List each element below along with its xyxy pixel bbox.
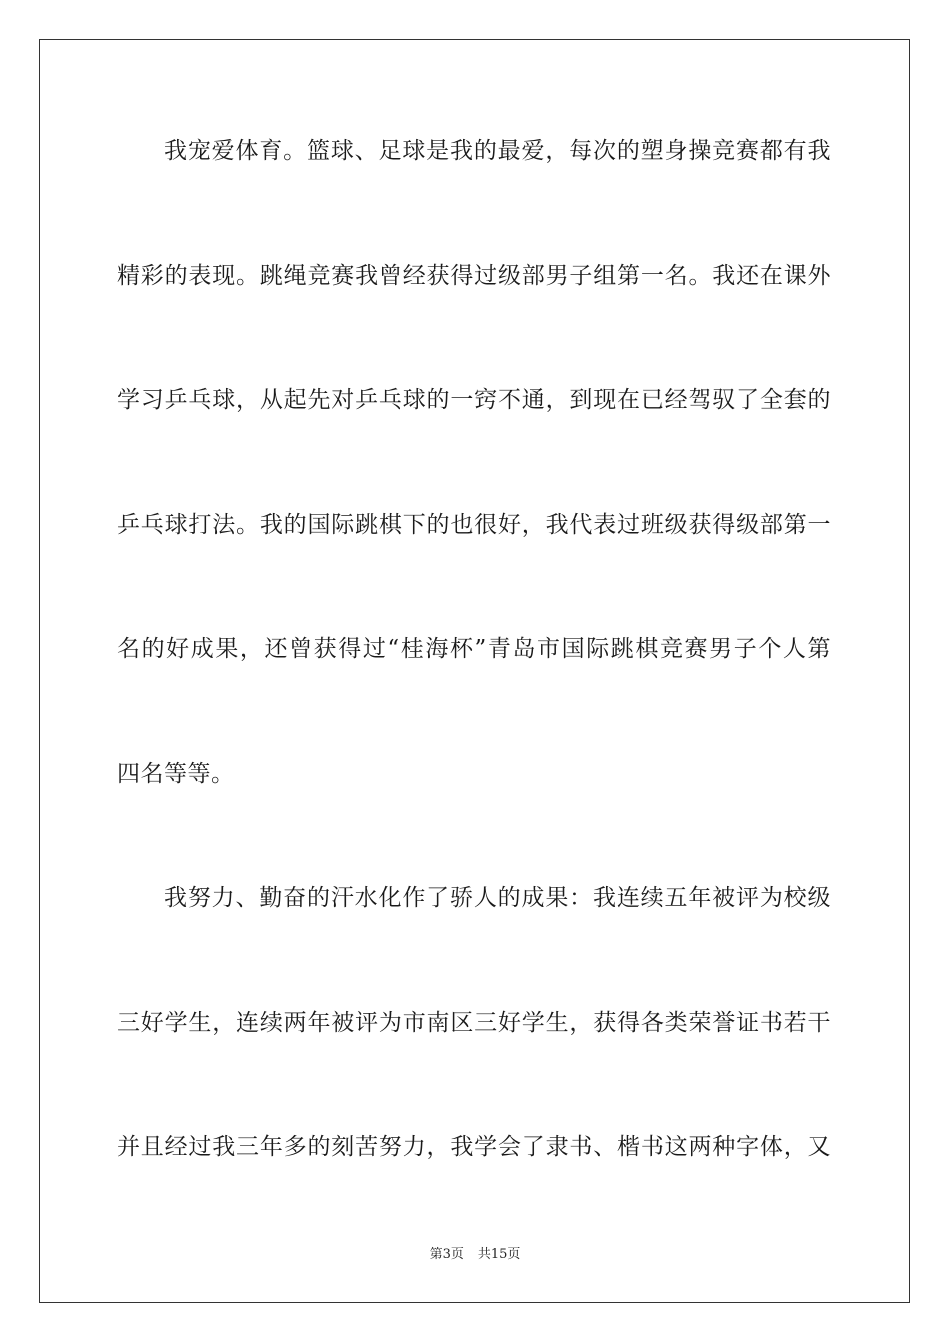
paragraph-1-line-4: 乒乓球打法。我的国际跳棋下的也很好，我代表过班级获得级部第一 (117, 512, 831, 538)
paragraph-1-line-6: 四名等等。 (117, 761, 235, 787)
page-border (39, 39, 910, 1303)
paragraph-1-line-5: 名的好成果，还曾获得过“桂海杯”青岛市国际跳棋竞赛男子个人第 (117, 636, 831, 662)
paragraph-1-line-3: 学习乒乓球，从起先对乒乓球的一窍不通，到现在已经驾驭了全套的 (117, 387, 831, 413)
paragraph-1-line-2: 精彩的表现。跳绳竞赛我曾经获得过级部男子组第一名。我还在课外 (117, 263, 831, 289)
page-number: 第3页 (429, 1247, 464, 1262)
paragraph-2-line-3: 并且经过我三年多的刻苦努力，我学会了隶书、楷书这两种字体，又 (117, 1134, 831, 1160)
paragraph-2-line-1: 我努力、勤奋的汗水化作了骄人的成果：我连续五年被评为校级 (164, 885, 831, 911)
page-total: 共15页 (477, 1247, 521, 1262)
paragraph-2-line-2: 三好学生，连续两年被评为市南区三好学生，获得各类荣誉证书若干 (117, 1010, 831, 1036)
page-footer (0, 1246, 950, 1264)
paragraph-1-line-1: 我宠爱体育。篮球、足球是我的最爱，每次的塑身操竞赛都有我 (164, 138, 831, 164)
